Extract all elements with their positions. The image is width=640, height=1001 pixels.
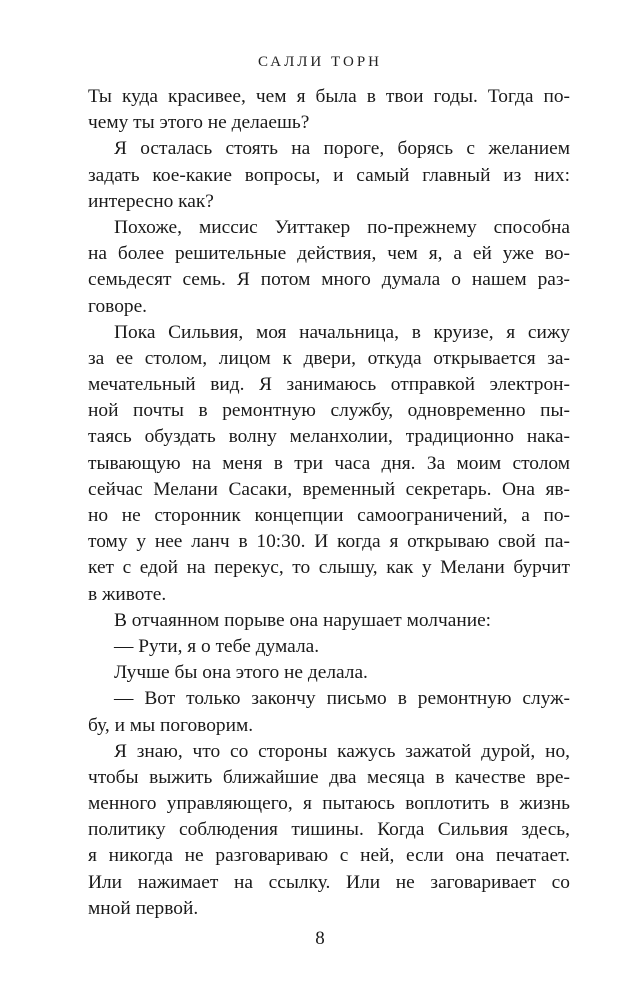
running-head-author: САЛЛИ ТОРН xyxy=(258,54,382,70)
body-text xyxy=(88,84,570,922)
text-line: я никогда не разговариваю с ней, если она печатает. xyxy=(88,845,570,867)
text-line: Ты куда красивее, чем я была в твои годы. Тогда по- xyxy=(88,86,570,107)
text-line: Лучше бы она этого не делала. xyxy=(114,662,368,684)
text-line: Пока Сильвия, моя начальница, в круизе, я сижу xyxy=(114,321,570,343)
text-line: интересно как? xyxy=(88,190,214,212)
text-line: но не сторонник концепции самоограничений, а по- xyxy=(88,505,570,526)
text-line: чтобы выжить ближайшие два месяца в качестве вре- xyxy=(88,766,570,788)
text-line: менного управляющего, я пытаюсь воплотить в жизнь xyxy=(88,793,570,815)
text-line: мечательный вид. Я занимаюсь отправкой электрон- xyxy=(88,374,570,396)
text-line: Или нажимает на ссылку. Или не заговаривает со xyxy=(88,871,570,893)
text-line: бу, и мы поговорим. xyxy=(88,714,254,736)
text-line: ной почты в ремонтную службу, одновременно пы- xyxy=(88,400,570,422)
text-line: тому у нее ланч в 10:30. И когда я открываю свой па- xyxy=(88,531,570,553)
text-line: чему ты этого не делаешь? xyxy=(88,112,310,134)
text-line: политику соблюдения тишины. Когда Сильвия здесь, xyxy=(88,819,570,841)
text-line: на более решительные действия, чем я, а ей уже во- xyxy=(88,243,570,265)
text-line: Я знаю, что со стороны кажусь зажатой дурой, но, xyxy=(114,740,570,762)
text-line: таясь обуздать волну меланхолии, традиционно нака- xyxy=(88,426,570,448)
text-line: Похоже, миссис Уиттакер по-прежнему способна xyxy=(114,216,570,238)
text-line: мной первой. xyxy=(88,897,199,919)
text-line: задать кое-какие вопросы, и самый главный из них: xyxy=(88,164,570,186)
text-line: — Вот только закончу письмо в ремонтную служ- xyxy=(114,688,570,710)
text-line: сейчас Мелани Сасаки, временный секретарь. Она яв- xyxy=(88,478,570,500)
text-line: В отчаянном порыве она нарушает молчание: xyxy=(114,609,492,631)
text-line: кет с едой на перекус, то слышу, как у Мелани бурчит xyxy=(88,557,570,579)
text-line: тывающую на меня в три часа дня. За моим столом xyxy=(88,452,570,474)
page-number: 8 xyxy=(315,928,325,949)
text-line: говоре. xyxy=(88,295,148,317)
text-line: Я осталась стоять на пороге, борясь с желанием xyxy=(114,138,570,160)
text-line: в животе. xyxy=(88,583,167,605)
text-line: — Рути, я о тебе думала. xyxy=(114,635,320,657)
text-line: за ее столом, лицом к двери, откуда открывается за- xyxy=(88,347,570,369)
text-line: семьдесят семь. Я потом много думала о нашем раз- xyxy=(88,269,570,291)
